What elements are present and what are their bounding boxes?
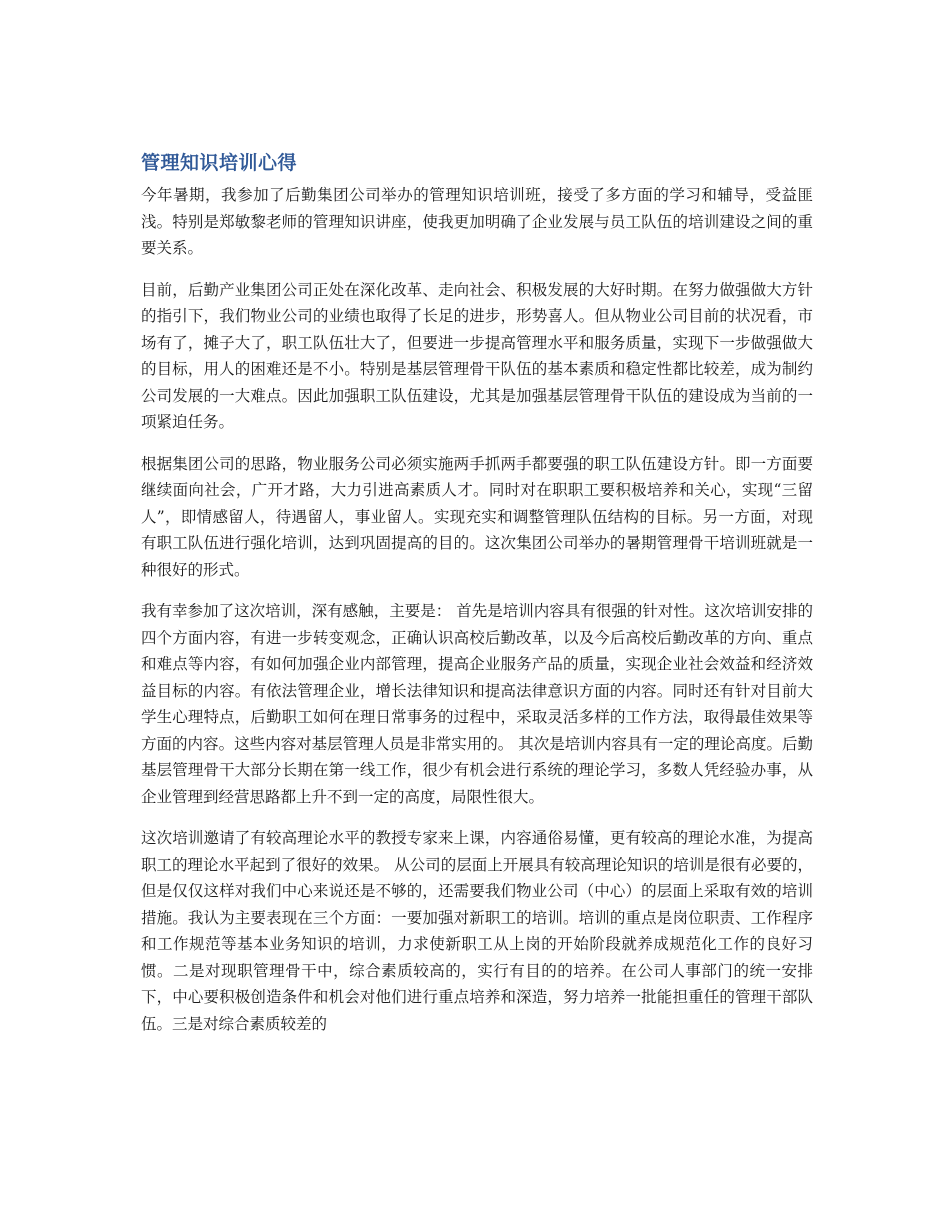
paragraph-5: 这次培训邀请了有较高理论水平的教授专家来上课，内容通俗易懂，更有较高的理论水准，为提高职工的理论水平起到了很好的效果。 从公司的层面上开展具有较高理论知识的培训是很有必要的，但是仅仅这样对我们中心来说还是不够的，还需要我们物业公司（中心）的层面上采取有效的培训措施。我认为主要表现在三个方面：一要加强对新职工的培训。培训的重点是岗位职责、工作程序和工作规范等基本业务知识的培训，力求使新职工从上岗的开始阶段就养成规范化工作的良好习惯。二是对现职管理骨干中，综合素质较高的，实行有目的的培养。在公司人事部门的统一安排下，中心要积极创造条件和机会对他们进行重点培养和深造，努力培养一批能担重任的管理干部队伍。三是对综合素质较差的: [141, 829, 813, 1033]
paragraph-4: 我有幸参加了这次培训，深有感触，主要是： 首先是培训内容具有很强的针对性。这次培训安排的四个方面内容，有进一步转变观念，正确认识高校后勤改革，以及今后高校后勤改革的方向、重点和难点等内容，有如何加强企业内部管理，提高企业服务产品的质量，实现企业社会效益和经济效益目标的内容。有依法管理企业，增长法律知识和提高法律意识方面的内容。同时还有针对目前大学生心理特点，后勤职工如何在理日常事务的过程中，采取灵活多样的工作方法，取得最佳效果等方面的内容。这些内容对基层管理人员是非常实用的。 其次是培训内容具有一定的理论高度。后勤基层管理骨干大部分长期在第一线工作，很少有机会进行系统的理论学习，多数人凭经验办事，从企业管理到经营思路都上升不到一定的高度，局限性很大。: [141, 602, 813, 806]
document-title: 管理知识培训心得: [141, 152, 298, 174]
paragraph-2: 目前，后勤产业集团公司正处在深化改革、走向社会、积极发展的大好时期。在努力做强做大方针的指引下，我们物业公司的业绩也取得了长足的进步，形势喜人。但从物业公司目前的状况看，市场有了，摊子大了，职工队伍壮大了，但要进一步提高管理水平和服务质量，实现下一步做强做大的目标，用人的困难还是不小。特别是基层管理骨干队伍的基本素质和稳定性都比较差，成为制约公司发展的一大难点。因此加强职工队伍建设，尤其是加强基层管理骨干队伍的建设成为当前的一项紧迫任务。: [141, 280, 813, 431]
paragraph-3: 根据集团公司的思路，物业服务公司必须实施两手抓两手都要强的职工队伍建设方针。即一方面要继续面向社会，广开才路，大力引进高素质人才。同时对在职职工要积极培养和关心，实现“三留人”，即情感留人，待遇留人，事业留人。实现充实和调整管理队伍结构的目标。另一方面，对现有职工队伍进行强化培训，达到巩固提高的目的。这次集团公司举办的暑期管理骨干培训班就是一种很好的形式。: [141, 454, 813, 579]
document-body: [141, 148, 813, 1052]
paragraph-1: 今年暑期，我参加了后勤集团公司举办的管理知识培训班，接受了多方面的学习和辅导，受益匪浅。特别是郑敏黎老师的管理知识讲座，使我更加明确了企业发展与员工队伍的培训建设之间的重要关系。: [141, 186, 813, 257]
